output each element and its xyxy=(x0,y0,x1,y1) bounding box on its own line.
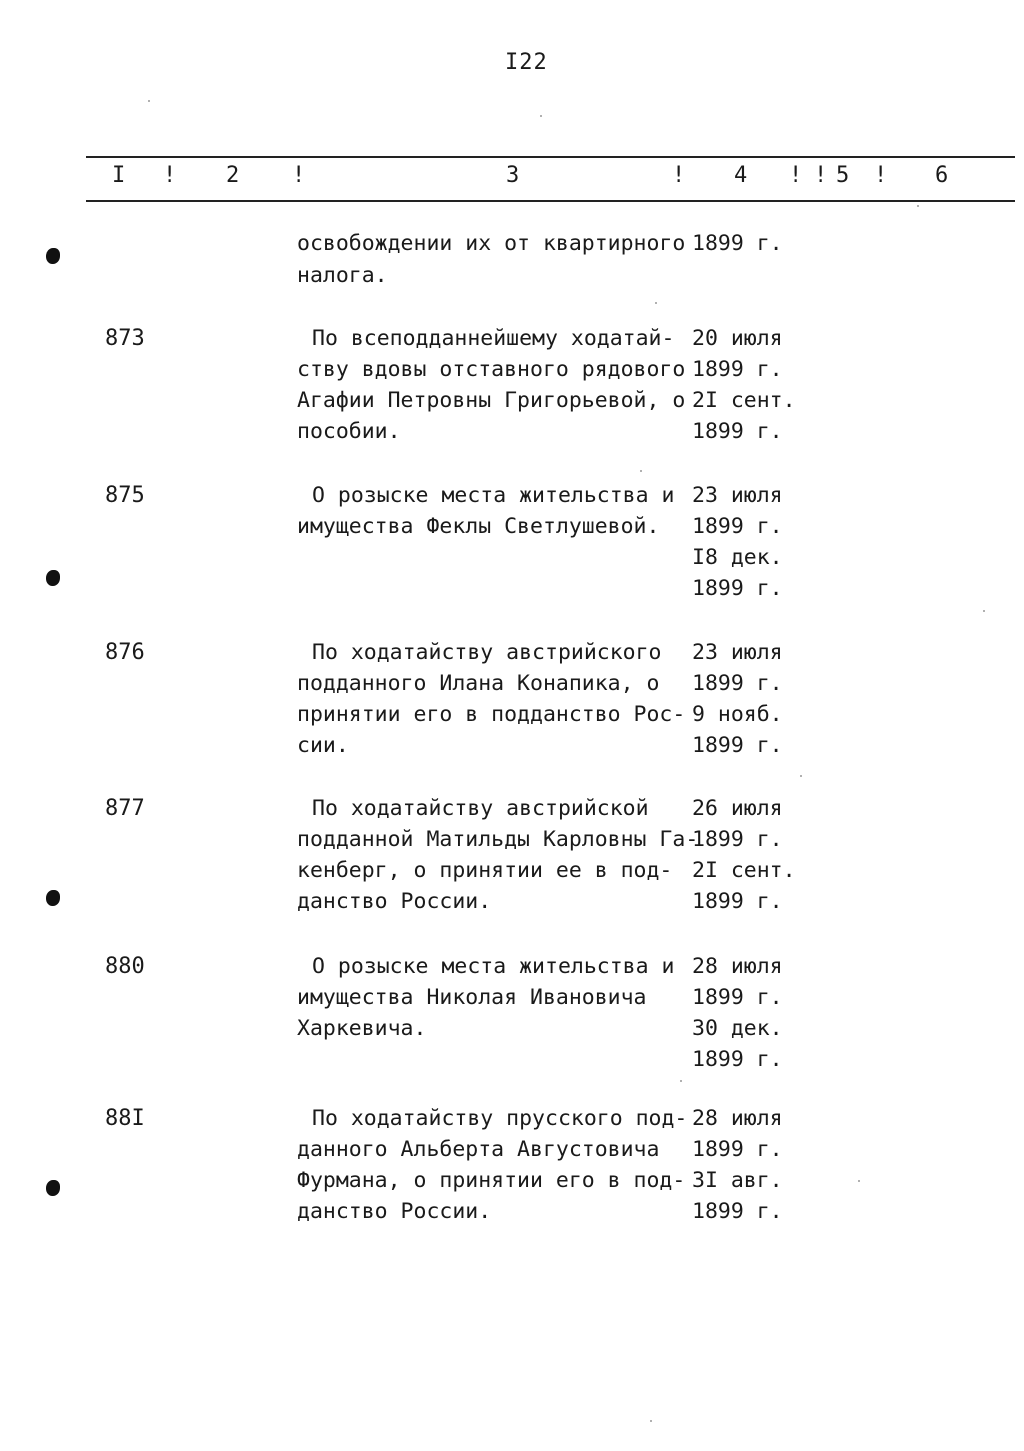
entry-title-line: имущества Николая Ивановича xyxy=(297,985,647,1010)
entry-number: 880 xyxy=(105,954,145,979)
entry-title-line: имущества Феклы Светлушевой. xyxy=(297,514,660,539)
column-separator: ! xyxy=(163,163,177,188)
scan-speck xyxy=(540,115,542,117)
column-separator: ! xyxy=(814,163,828,188)
scan-speck xyxy=(148,100,150,102)
entry-date-line: 1899 г. xyxy=(692,357,783,382)
column-separator: ! xyxy=(874,163,888,188)
punch-hole xyxy=(46,248,60,264)
entry-title-line: налога. xyxy=(297,263,388,288)
entry-date-line: 23 июля xyxy=(692,640,783,665)
entry-date-line: 28 июля xyxy=(692,1106,783,1131)
page-number: I22 xyxy=(505,50,548,75)
entry-date-line: 1899 г. xyxy=(692,419,783,444)
punch-hole xyxy=(46,1180,60,1196)
entry-title-line: Харкевича. xyxy=(297,1016,427,1041)
entry-title-line: кенберг, о принятии ее в под- xyxy=(297,858,673,883)
header-rule-top xyxy=(86,156,1015,158)
entry-number: 873 xyxy=(105,326,145,351)
entry-title-line: По всеподданнейшему ходатай- xyxy=(312,326,675,351)
entry-title-line: Фурмана, о принятии его в под- xyxy=(297,1168,686,1193)
entry-date-line: 28 июля xyxy=(692,954,783,979)
entry-date-line: 1899 г. xyxy=(692,889,783,914)
entry-date-line: 9 нояб. xyxy=(692,702,783,727)
entry-date-line: I8 дек. xyxy=(692,545,783,570)
scan-speck xyxy=(800,775,802,777)
entry-title-line: данство России. xyxy=(297,1199,492,1224)
scan-speck xyxy=(650,1420,652,1422)
column-header-3: 3 xyxy=(506,163,520,188)
entry-title-line: О розыске места жительства и xyxy=(312,954,675,979)
entry-date-line: 1899 г. xyxy=(692,1199,783,1224)
entry-date-line: 2I сент. xyxy=(692,388,796,413)
entry-date-line: 20 июля xyxy=(692,326,783,351)
entry-title-line: О розыске места жительства и xyxy=(312,483,675,508)
entry-date-line: 1899 г. xyxy=(692,985,783,1010)
scan-speck xyxy=(917,205,919,207)
entry-date-line: 23 июля xyxy=(692,483,783,508)
entry-date-line: 2I сент. xyxy=(692,858,796,883)
punch-hole xyxy=(46,570,60,586)
scan-speck xyxy=(983,610,985,612)
column-separator: ! xyxy=(789,163,803,188)
column-header-5: 5 xyxy=(836,163,850,188)
entry-date-line: 30 дек. xyxy=(692,1016,783,1041)
entry-date-line: 1899 г. xyxy=(692,1137,783,1162)
entry-date-line: 1899 г. xyxy=(692,576,783,601)
entry-date-line: 1899 г. xyxy=(692,514,783,539)
entry-title-line: По ходатайству австрийского xyxy=(312,640,662,665)
entry-title-line: Агафии Петровны Григорьевой, о xyxy=(297,388,686,413)
entry-title-line: данство России. xyxy=(297,889,492,914)
entry-title-line: принятии его в подданство Рос- xyxy=(297,702,686,727)
entry-date-line: 26 июля xyxy=(692,796,783,821)
entry-title-line: освобождении их от квартирного xyxy=(297,231,686,256)
column-header-2: 2 xyxy=(226,163,240,188)
entry-title-line: сии. xyxy=(297,733,349,758)
entry-title-line: подданной Матильды Карловны Га- xyxy=(297,827,699,852)
entry-number: 88I xyxy=(105,1106,145,1131)
entry-title-line: подданного Илана Конапика, о xyxy=(297,671,660,696)
entry-number: 876 xyxy=(105,640,145,665)
entry-date-line: 1899 г. xyxy=(692,733,783,758)
entry-date-line: 3I авг. xyxy=(692,1168,783,1193)
entry-number: 877 xyxy=(105,796,145,821)
column-separator: ! xyxy=(672,163,686,188)
entry-date-line: 1899 г. xyxy=(692,1047,783,1072)
entry-title-line: пособии. xyxy=(297,419,401,444)
punch-hole xyxy=(46,890,60,906)
scan-speck xyxy=(655,302,657,304)
scan-speck xyxy=(640,470,642,472)
entry-title-line: По ходатайству прусского под- xyxy=(312,1106,688,1131)
entry-title-line: ству вдовы отставного рядового xyxy=(297,357,686,382)
entry-date-line: 1899 г. xyxy=(692,671,783,696)
column-header-1: I xyxy=(112,163,126,188)
scan-speck xyxy=(858,1180,860,1182)
entry-title-line: данного Альберта Августовича xyxy=(297,1137,660,1162)
column-header-4: 4 xyxy=(734,163,748,188)
entry-date-line: 1899 г. xyxy=(692,827,783,852)
column-header-6: 6 xyxy=(935,163,949,188)
column-separator: ! xyxy=(292,163,306,188)
entry-number: 875 xyxy=(105,483,145,508)
entry-title-line: По ходатайству австрийской xyxy=(312,796,649,821)
scan-speck xyxy=(680,1080,682,1082)
header-rule-bottom xyxy=(86,200,1015,202)
entry-date-line: 1899 г. xyxy=(692,231,783,256)
